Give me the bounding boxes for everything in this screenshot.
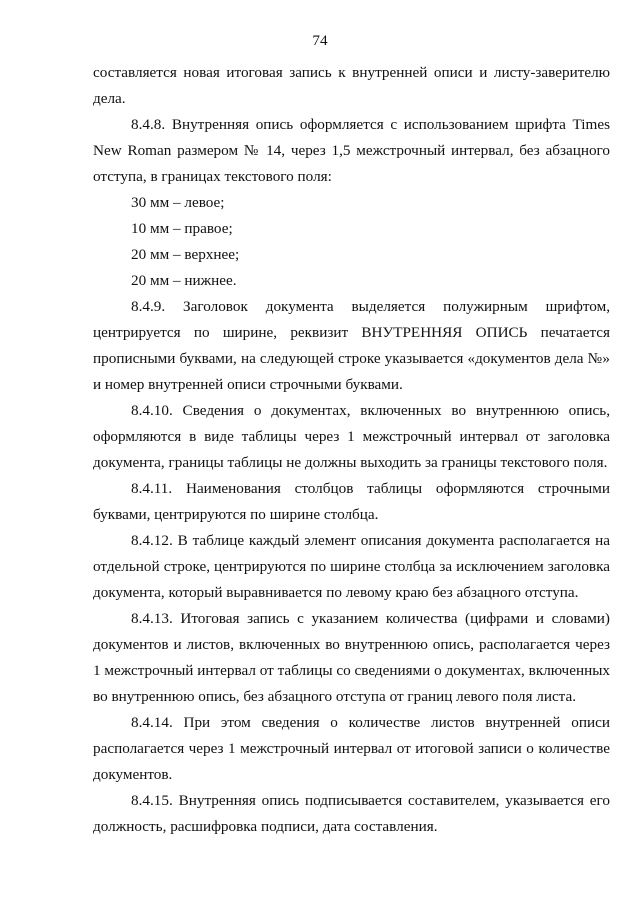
margin-bottom-item: 20 мм – нижнее. <box>131 272 237 289</box>
margin-top-item: 20 мм – верхнее; <box>131 246 240 263</box>
page-number: 74 <box>312 32 328 49</box>
paragraph-continuation: составляется новая итоговая запись к внутренней описи и листу-заверителю дела. <box>93 64 610 107</box>
paragraph-8-4-12: 8.4.12. В таблице каждый элемент описания документа располагается на отдельной строке, центрируются по ширине столбца за исключением заголовка документа, который выравнивается по левому краю без абзацного отступа. <box>93 532 610 601</box>
paragraph-8-4-13: 8.4.13. Итоговая запись с указанием количества (цифрами и словами) документов и листов, включенных во внутреннюю опись, располагается через 1 межстрочный интервал от таблицы со сведениями о документах, включенных во внутреннюю опись, без абзацного отступа от границ левого поля листа. <box>93 610 610 705</box>
document-body <box>93 60 610 840</box>
paragraph-8-4-15: 8.4.15. Внутренняя опись подписывается составителем, указывается его должность, расшифровка подписи, дата составления. <box>93 792 610 835</box>
paragraph-8-4-14: 8.4.14. При этом сведения о количестве листов внутренней описи располагается через 1 межстрочный интервал от итоговой записи о количестве документов. <box>93 714 610 783</box>
margin-left-item: 30 мм – левое; <box>131 194 225 211</box>
paragraph-8-4-9: 8.4.9. Заголовок документа выделяется полужирным шрифтом, центрируется по ширине, реквизит ВНУТРЕННЯЯ ОПИСЬ печатается прописными буквами, на следующей строке указывается «документов дела №» и номер внутренней описи строчными буквами. <box>93 298 610 393</box>
margin-right-item: 10 мм – правое; <box>131 220 233 237</box>
paragraph-8-4-11: 8.4.11. Наименования столбцов таблицы оформляются строчными буквами, центрируются по ширине столбца. <box>93 480 610 523</box>
paragraph-8-4-10: 8.4.10. Сведения о документах, включенных во внутреннюю опись, оформляются в виде таблицы через 1 межстрочный интервал от заголовка документа, границы таблицы не должны выходить за границы текстового поля. <box>93 402 610 471</box>
paragraph-8-4-8: 8.4.8. Внутренняя опись оформляется с использованием шрифта Times New Roman размером № 14, через 1,5 межстрочный интервал, без абзацного отступа, в границах текстового поля: <box>93 116 610 185</box>
